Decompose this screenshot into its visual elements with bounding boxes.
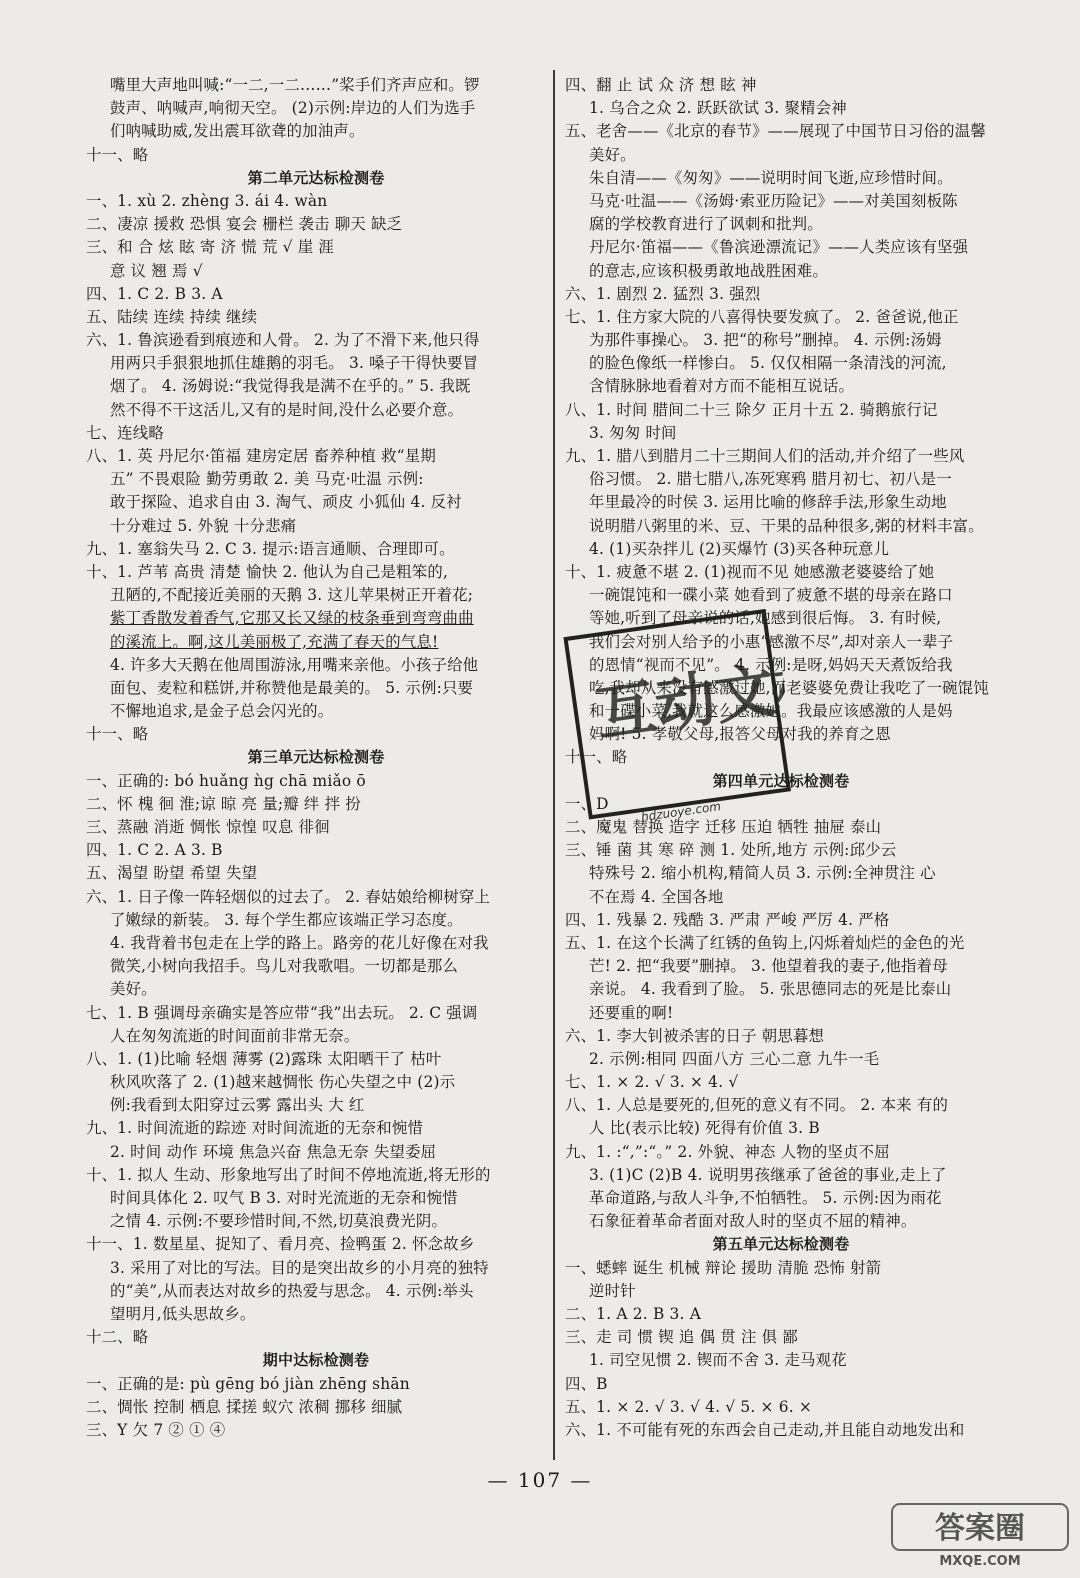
line-text: 烟了。 4. 汤姆说:“我觉得我是满不在乎的。” 5. 我既	[110, 377, 471, 396]
left-line	[86, 538, 546, 561]
line-text: 十、1. 疲惫不堪 2. (1)视而不见 她感激老婆婆给了她	[565, 562, 935, 581]
left-line	[86, 260, 546, 283]
right-line	[565, 167, 997, 190]
right-line	[565, 1257, 997, 1280]
line-text: 十一、略	[86, 725, 149, 744]
line-text: 二、魔鬼 替换 造字 迁移 压迫 牺牲 抽屉 泰山	[565, 818, 882, 836]
line-text: 五、渴望 盼望 希望 失望	[86, 864, 258, 883]
line-text: 八、1. 英 丹尼尔·笛福 建房定居 畜养种植 救“星期	[86, 447, 436, 465]
line-text: 年里最冷的时侯 3. 运用比喻的修辞手法,形象生动地	[589, 493, 947, 512]
right-line	[565, 213, 997, 236]
line-text: 六、1. 李大钊被杀害的日子 朝思暮想	[565, 1026, 825, 1045]
right-line	[565, 1326, 997, 1349]
svg-text:答案圈: 答案圈	[935, 1511, 1025, 1546]
right-line	[565, 1396, 997, 1419]
left-line	[86, 329, 546, 352]
left-line	[86, 399, 546, 422]
line-text: 一、正确的: bó huǎng ǹg chā miǎo ō	[86, 771, 366, 790]
left-line	[86, 74, 546, 97]
left-line	[86, 468, 546, 491]
line-text: 等她,听到了母亲说的话,她感到很后悔。 3. 有时候,	[589, 609, 942, 628]
line-text: 五、陆续 连续 持续 继续	[86, 307, 258, 326]
left-line	[86, 491, 546, 514]
right-line	[565, 932, 997, 955]
left-line	[86, 1164, 546, 1187]
left-line	[86, 1419, 546, 1442]
right-line	[565, 329, 997, 352]
line-text: 五” 不畏艰险 勤劳勇敢 2. 美 马克·吐温 示例:	[110, 470, 424, 489]
left-line	[86, 584, 546, 607]
line-text: 第四单元达标检测卷	[712, 771, 850, 790]
right-line	[565, 260, 997, 283]
left-line	[86, 1048, 546, 1071]
section-heading	[86, 167, 546, 190]
stamp-url: hdzuoye.com	[640, 799, 722, 825]
line-text: 亲说。 4. 我看到了脸。 5. 张思德同志的死是比泰山	[589, 980, 952, 999]
line-text: 九、1. 塞翁失马 2. C 3. 提示:语言通顺、合理即可。	[86, 539, 455, 558]
line-text: 嘴里大声地叫喊:“一二,一二……”桨手们齐声应和。锣	[110, 76, 480, 94]
line-text: 特殊号 2. 缩小机构,精简人员 3. 示例:全神贯注 心	[589, 864, 936, 883]
line-text: 九、1. :“,”:“。” 2. 外貌、神态 人物的坚贞不屈	[565, 1142, 890, 1161]
left-line	[86, 955, 546, 978]
line-text: 美好。	[589, 145, 636, 164]
left-line	[86, 1326, 546, 1349]
line-text: 不在焉 4. 全国各地	[589, 887, 724, 906]
left-line	[86, 1396, 546, 1419]
line-text: 八、1. 时间 腊间二十三 除夕 正月十五 2. 骑鹅旅行记	[565, 400, 938, 419]
line-text: 1. 乌合之众 2. 跃跃欲试 3. 聚精会神	[589, 99, 847, 118]
left-line	[86, 1002, 546, 1025]
right-line	[565, 1349, 997, 1372]
line-text: 之情 4. 示例:不要珍惜时间,不然,切莫浪费光阴。	[110, 1212, 448, 1231]
left-line	[86, 862, 546, 885]
line-text: 第五单元达标检测卷	[712, 1235, 850, 1254]
line-text: 朱自清——《匆匆》——说明时间飞逝,应珍惜时间。	[589, 168, 953, 187]
line-text: 为那件事操心。 3. 把“的称号”删掉。 4. 示例:汤姆	[589, 331, 942, 350]
right-line	[565, 1210, 997, 1233]
left-line	[86, 978, 546, 1001]
right-line	[565, 1280, 997, 1303]
right-line	[565, 352, 997, 375]
right-line	[565, 97, 997, 120]
line-text: 三、走 司 惯 锲 追 偶 贯 注 俱 鄙	[565, 1328, 798, 1347]
right-line	[565, 375, 997, 398]
right-line	[565, 1025, 997, 1048]
right-line	[565, 862, 997, 885]
line-text: 人 比(表示比较) 死得有价值 3. B	[589, 1119, 820, 1138]
right-line	[565, 1048, 997, 1071]
left-line	[86, 1071, 546, 1094]
left-line	[86, 213, 546, 236]
line-text: 芒! 2. 把“我要”删掉。 3. 他望着我的妻子,他指着母	[589, 957, 948, 976]
line-text: 八、1. (1)比喻 轻烟 薄雾 (2)露珠 太阳晒干了 枯叶	[86, 1049, 442, 1068]
right-line	[565, 561, 997, 584]
line-text: 七、1. B 强调母亲确实是答应带“我”出去玩。 2. C 强调	[86, 1003, 478, 1022]
line-text: 紫丁香散发着香气,它那又长又绿的枝条垂到弯弯曲曲	[110, 609, 474, 628]
line-text: 一、蟋蟀 诞生 机械 辩论 援助 清脆 恐怖 射箭	[565, 1258, 882, 1277]
line-text: 吃,我却从来没有感激过她,而老婆婆免费让我吃了一碗馄饨	[589, 678, 989, 697]
right-line	[565, 283, 997, 306]
line-text: 2. 时间 动作 环境 焦急兴奋 焦急无奈 失望委屈	[110, 1142, 437, 1161]
line-text: 还要重的啊!	[589, 1003, 674, 1022]
left-line	[86, 839, 546, 862]
line-text: 第三单元达标检测卷	[247, 748, 385, 767]
left-line	[86, 770, 546, 793]
line-text: 一、D	[565, 794, 609, 813]
section-heading	[86, 1349, 546, 1372]
line-text: 五、老舍——《北京的春节》——展现了中国节日习俗的温馨	[565, 122, 986, 141]
right-line	[565, 491, 997, 514]
right-line	[565, 144, 997, 167]
line-text: 六、1. 鲁滨逊看到痕迹和人骨。 2. 为了不滑下来,他只得	[86, 331, 480, 350]
right-line	[565, 306, 997, 329]
line-text: 四、翻 止 试 众 济 想 眩 神	[565, 76, 757, 94]
right-line	[565, 468, 997, 491]
right-line	[565, 955, 997, 978]
line-text: 和一碟小菜,我就这么感激她。我最应该感激的人是妈	[589, 702, 953, 721]
line-text: 革命道路,与敌人斗争,不怕牺牲。 5. 示例:因为雨花	[589, 1189, 942, 1207]
line-text: 例:我看到太阳穿过云雾 露出头 大 红	[110, 1096, 365, 1115]
left-line	[86, 886, 546, 909]
line-text: 四、1. C 2. B 3. A	[86, 284, 223, 303]
line-text: 四、1. 残暴 2. 残酷 3. 严肃 严峻 严厉 4. 严格	[565, 910, 890, 929]
line-text: 一、正确的是: pù gēng bó jiàn zhēng shān	[86, 1374, 410, 1393]
line-text: 1. 司空见惯 2. 锲而不舍 3. 走马观花	[589, 1351, 847, 1370]
line-text: 十一、略	[565, 748, 628, 767]
left-line	[86, 1280, 546, 1303]
line-text: 意 议 翘 焉 √	[110, 261, 203, 280]
line-text: 4. 许多大天鹅在他周围游泳,用嘴来亲他。小孩子给他	[110, 655, 479, 674]
line-text: 十一、1. 数星星、捉知了、看月亮、捡鸭蛋 2. 怀念故乡	[86, 1235, 475, 1254]
left-line	[86, 1373, 546, 1396]
line-text: 4. (1)买杂拌儿 (2)买爆竹 (3)买各种玩意儿	[589, 539, 890, 558]
left-line	[86, 97, 546, 120]
right-line	[565, 886, 997, 909]
right-line	[565, 1303, 997, 1326]
line-text: 丹尼尔·笛福——《鲁滨逊漂流记》——人类应该有坚强	[589, 238, 969, 257]
line-text: 面包、麦粒和糕饼,并称赞他是最美的。 5. 示例:只要	[110, 678, 474, 697]
line-text: 微笑,小树向我招手。鸟儿对我歌唱。一切都是那么	[110, 957, 459, 976]
left-line	[86, 120, 546, 143]
line-text: 美好。	[110, 980, 157, 999]
left-line	[86, 352, 546, 375]
line-text: 秋风吹落了 2. (1)越来越惆怅 伤心失望之中 (2)示	[110, 1073, 456, 1092]
line-text: 3. 匆匆 时间	[589, 423, 677, 442]
left-line	[86, 515, 546, 538]
line-text: 五、1. 在这个长满了红锈的鱼钩上,闪烁着灿烂的金色的光	[565, 933, 965, 952]
line-text: 的脸色像纸一样惨白。 5. 仅仅相隔一条清浅的河流,	[589, 354, 947, 373]
line-text: 马克·吐温——《汤姆·索亚历险记》——对美国刻板陈	[589, 191, 958, 210]
right-line	[565, 909, 997, 932]
left-line	[86, 283, 546, 306]
stamp-logo	[554, 600, 805, 868]
line-text: 四、1. C 2. A 3. B	[86, 841, 223, 860]
line-text: 了嫩绿的新装。 3. 每个学生都应该端正学习态度。	[110, 910, 463, 929]
line-text: 期中达标检测卷	[262, 1351, 370, 1370]
line-text: 3. (1)C (2)B 4. 说明男孩继承了爸爸的事业,走上了	[589, 1165, 947, 1184]
line-text: 望明月,低头思故乡。	[110, 1304, 256, 1323]
left-line	[86, 561, 546, 584]
left-line	[86, 236, 546, 259]
left-line	[86, 677, 546, 700]
line-text: 用两只手狠狠地抓住雄鹅的羽毛。 3. 嗓子干得快要冒	[110, 354, 479, 373]
right-line	[565, 515, 997, 538]
line-text: 腐的学校教育进行了讽刺和批判。	[589, 215, 823, 234]
right-line	[565, 1071, 997, 1094]
right-line	[565, 236, 997, 259]
right-line	[565, 1164, 997, 1187]
line-text: 十、1. 拟人 生动、形象地写出了时间不停地流逝,将无形的	[86, 1165, 491, 1184]
line-text: 二、怀 槐 徊 淮;谅 晾 亮 量;瓣 绊 拌 扮	[86, 794, 361, 813]
line-text: 六、1. 不可能有死的东西会自己走动,并且能自动地发出和	[565, 1420, 965, 1439]
section-heading	[86, 746, 546, 769]
line-text: 十、1. 芦苇 高贵 清楚 愉快 2. 他认为自己是粗笨的,	[86, 562, 449, 581]
line-text: 三、Y 欠 7 ② ① ④	[86, 1420, 226, 1439]
line-text: 4. 我背着书包走在上学的路上。路旁的花儿好像在对我	[110, 933, 489, 952]
line-text: 人在匆匆流逝的时间面前非常无奈。	[110, 1026, 360, 1045]
right-line	[565, 1141, 997, 1164]
line-text: 七、1. × 2. √ 3. × 4. √	[565, 1073, 739, 1092]
right-line	[565, 120, 997, 143]
left-line	[86, 190, 546, 213]
watermark-url: MXQE.COM	[939, 1554, 1021, 1569]
line-text: 五、1. × 2. √ 3. √ 4. √ 5. × 6. ×	[565, 1397, 813, 1416]
right-line	[565, 538, 997, 561]
line-text: 七、连线略	[86, 423, 164, 442]
line-text: 说明腊八粥里的米、豆、干果的品种很多,粥的材料丰富。	[589, 516, 984, 535]
right-line	[565, 1094, 997, 1117]
line-text: 们呐喊助威,发出震耳欲聋的加油声。	[110, 122, 365, 141]
left-line	[86, 306, 546, 329]
line-text: 丑陋的,不配接近美丽的天鹅 3. 这儿苹果树正开着花;	[110, 586, 474, 605]
right-line	[565, 1187, 997, 1210]
line-text: 三、锤 菌 其 寒 碎 测 1. 处所,地方 示例:邱少云	[565, 841, 897, 860]
left-line	[86, 793, 546, 816]
line-text: 十分难过 5. 外貌 十分悲痛	[110, 516, 297, 535]
column-divider	[553, 70, 555, 1460]
line-text: 石象征着革命者面对敌人时的坚贞不屈的精神。	[589, 1212, 917, 1231]
line-text: 二、惆怅 控制 栖息 揉搓 蚁穴 浓稠 挪移 细腻	[86, 1397, 403, 1416]
line-text: 二、1. A 2. B 3. A	[565, 1304, 702, 1323]
line-text: 二、凄凉 援救 恐惧 宴会 栅栏 袭击 聊天 缺乏	[86, 215, 403, 234]
section-heading	[565, 1233, 997, 1256]
line-text: 的溪流上。啊,这儿美丽极了,充满了春天的气息!	[110, 632, 439, 651]
right-line	[565, 978, 997, 1001]
line-text: 我们会对别人给予的小惠“感激不尽”,却对亲人一辈子	[589, 632, 954, 651]
left-line	[86, 1117, 546, 1140]
left-line	[86, 1187, 546, 1210]
line-text: 九、1. 腊八到腊月二十三期间人们的活动,并介绍了一些风	[565, 447, 965, 465]
left-line	[86, 1210, 546, 1233]
left-line	[86, 375, 546, 398]
left-line	[86, 1025, 546, 1048]
line-text: 九、1. 时间流逝的踪迹 对时间流逝的无奈和惋惜	[86, 1119, 424, 1138]
left-line	[86, 1094, 546, 1117]
line-text: 敢于探险、追求自由 3. 淘气、顽皮 小狐仙 4. 反衬	[110, 493, 462, 512]
right-line	[565, 445, 997, 468]
line-text: 三、和 合 炫 眩 寄 济 慌 荒 √ 崖 涯	[86, 238, 335, 257]
line-text: 然不得不干这活儿,又有的是时间,没什么必要介意。	[110, 400, 464, 419]
left-line	[86, 1233, 546, 1256]
line-text: 的“美”,从而表达对故乡的热爱与思念。 4. 示例:举头	[110, 1281, 474, 1300]
line-text: 四、B	[565, 1374, 608, 1393]
line-text: 的意志,应该积极勇敢地战胜困难。	[589, 261, 828, 280]
left-line	[86, 654, 546, 677]
page-number: — 107 —	[487, 1468, 593, 1492]
left-line	[86, 144, 546, 167]
line-text: 十二、略	[86, 1328, 149, 1347]
left-line	[86, 723, 546, 746]
left-line	[86, 445, 546, 468]
right-line	[565, 1002, 997, 1025]
left-line	[86, 932, 546, 955]
line-text: 3. 采用了对比的写法。目的是突出故乡的小月亮的独特	[110, 1258, 489, 1277]
right-line	[565, 399, 997, 422]
line-text: 六、1. 日子像一阵轻烟似的过去了。 2. 春姑娘给柳树穿上	[86, 887, 491, 906]
right-line	[565, 1117, 997, 1140]
line-text: 第二单元达标检测卷	[247, 168, 385, 187]
left-column	[86, 74, 546, 1442]
line-text: 八、1. 人总是要死的,但死的意义有不同。 2. 本来 有的	[565, 1096, 949, 1115]
line-text: 含情脉脉地看着对方而不能相互说话。	[589, 377, 855, 396]
line-text: 逆时针	[589, 1281, 636, 1300]
left-line	[86, 909, 546, 932]
line-text: 一、1. xù 2. zhèng 3. ái 4. wàn	[86, 191, 328, 210]
left-line	[86, 700, 546, 723]
right-line	[565, 1373, 997, 1396]
left-line	[86, 631, 546, 654]
line-text: 三、蒸融 消逝 惆怅 惊惶 叹息 徘徊	[86, 818, 330, 836]
right-line	[565, 584, 997, 607]
line-text: 一碗馄饨和一碟小菜 她看到了疲惫不堪的母亲在路口	[589, 586, 953, 605]
right-line	[565, 422, 997, 445]
line-text: 妈啊! 5. 孝敬父母,报答父母对我的养育之恩	[589, 725, 891, 744]
left-line	[86, 422, 546, 445]
svg-text:互动文档: 互动文档	[591, 647, 806, 751]
line-text: 俗习惯。 2. 腊七腊八,冻死寒鸦 腊月初七、初八是一	[589, 470, 952, 489]
left-line	[86, 1303, 546, 1326]
line-text: 十一、略	[86, 145, 149, 164]
left-line	[86, 1257, 546, 1280]
line-text: 不懈地追求,是金子总会闪光的。	[110, 702, 334, 721]
line-text: 六、1. 剧烈 2. 猛烈 3. 强烈	[565, 284, 761, 303]
right-line	[565, 190, 997, 213]
line-text: 七、1. 住方家大院的八喜得快要发疯了。 2. 爸爸说,他正	[565, 307, 959, 326]
line-text: 2. 示例:相同 四面八方 三心二意 九牛一毛	[589, 1049, 880, 1068]
right-line	[565, 74, 997, 97]
right-line	[565, 1419, 997, 1442]
left-line	[86, 607, 546, 630]
line-text: 时间具体化 2. 叹气 B 3. 对时光流逝的无奈和惋惜	[110, 1189, 458, 1207]
left-line	[86, 816, 546, 839]
watermark-logo	[890, 1500, 1070, 1572]
line-text: 鼓声、呐喊声,响彻天空。 (2)示例:岸边的人们为选手	[110, 99, 476, 118]
line-text: 的恩情“视而不见”。 4. 示例:是呀,妈妈天天煮饭给我	[589, 655, 953, 674]
left-line	[86, 1141, 546, 1164]
